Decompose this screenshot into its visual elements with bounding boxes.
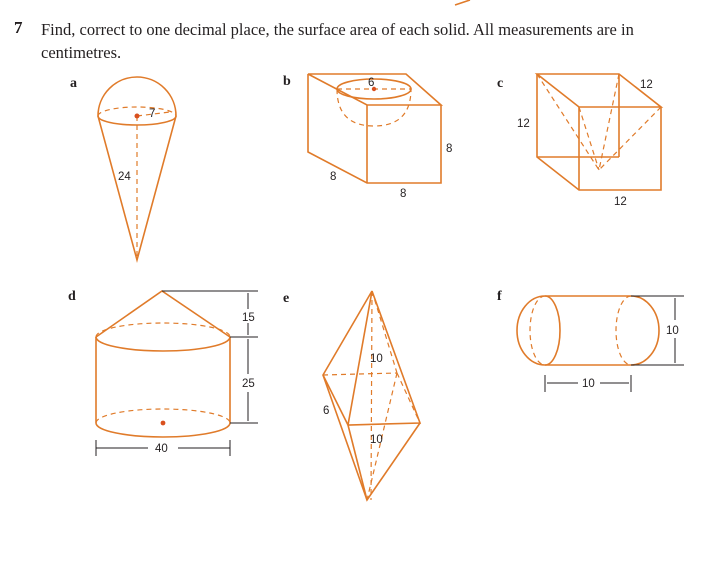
label-d-cone-height: 15 xyxy=(242,312,255,324)
part-label-d: d xyxy=(68,289,76,304)
label-a-height: 24 xyxy=(118,171,131,183)
pyramid-edge-4 xyxy=(579,107,599,170)
part-label-e: e xyxy=(283,291,290,306)
part-label-b: b xyxy=(283,74,291,89)
figure-b-cube-hole xyxy=(308,74,452,200)
question-number: 7 xyxy=(14,18,23,37)
label-a-radius: 7 xyxy=(149,108,156,120)
label-f-diameter: 10 xyxy=(666,325,679,337)
pyramid-edge-3 xyxy=(599,107,661,170)
base-back-left xyxy=(323,373,397,375)
axis-line xyxy=(371,291,372,500)
right-hemisphere xyxy=(631,296,659,365)
label-c-left: 12 xyxy=(517,118,530,130)
figure-f-capsule xyxy=(517,296,684,392)
label-e-side: 6 xyxy=(323,405,330,417)
cylinder-top-front xyxy=(96,337,230,351)
left-ellipse-back xyxy=(530,296,545,365)
label-b-width: 8 xyxy=(400,188,407,200)
left-ellipse-front xyxy=(545,296,560,365)
cylinder-top-back xyxy=(96,323,230,337)
question-text: Find, correct to one decimal place, the surface area of each solid. All measurements are in centimetres. xyxy=(41,20,634,62)
top-edge-fragment xyxy=(455,0,470,5)
pyramid-edge-2 xyxy=(599,74,619,170)
left-hemisphere xyxy=(517,296,545,365)
base-centre xyxy=(161,421,166,426)
centre-point xyxy=(135,114,140,119)
part-label-f: f xyxy=(497,289,502,304)
figure-a-cone-hemisphere xyxy=(98,77,176,260)
pyramid-edge-1 xyxy=(537,74,599,170)
label-c-top: 12 xyxy=(640,79,653,91)
label-b-depth: 8 xyxy=(330,171,337,183)
label-d-diameter: 40 xyxy=(155,443,168,455)
label-d-cyl-height: 25 xyxy=(242,378,255,390)
label-e-top: 10 xyxy=(370,353,383,365)
lower-front-edge xyxy=(348,425,367,500)
label-e-bottom: 10 xyxy=(370,434,383,446)
right-ellipse-back xyxy=(616,296,631,365)
figure-c-cube-pyramid xyxy=(517,74,661,208)
figure-d-cylinder-cone xyxy=(96,291,258,456)
part-label-a: a xyxy=(70,76,77,91)
label-b-diameter: 6 xyxy=(368,77,375,89)
label-b-height: 8 xyxy=(446,143,453,155)
label-c-bottom: 12 xyxy=(614,196,627,208)
part-label-c: c xyxy=(497,76,504,91)
figure-e-bipyramid xyxy=(323,291,420,500)
cone-outline xyxy=(96,291,230,337)
label-f-length: 10 xyxy=(582,378,595,390)
base-back-right xyxy=(397,373,420,423)
